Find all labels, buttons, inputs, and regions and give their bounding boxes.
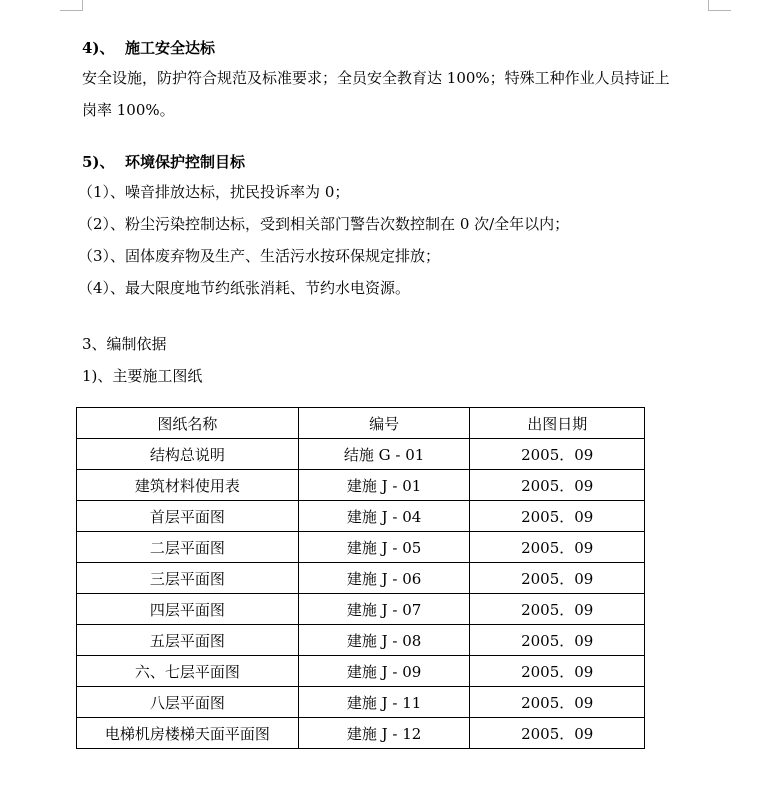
cell-number: 建施 J - 04 [298,501,470,532]
table-row [77,563,645,594]
page-corner-marker-left [60,0,83,11]
cell-number: 建施 J - 11 [298,687,470,718]
table-row [77,718,645,749]
cell-issue-date: 2005．09 [470,563,645,594]
drawings-table [76,407,645,749]
document-page [78,36,712,392]
paragraph-line: 安全设施，防护符合规范及标准要求；全员安全教育达 100%；特殊工种作业人员持证上 [82,69,670,87]
cell-issue-date: 2005．09 [470,501,645,532]
cell-drawing-name: 首层平面图 [77,501,299,532]
cell-issue-date: 2005．09 [470,625,645,656]
table-row [77,439,645,470]
cell-issue-date: 2005．09 [470,594,645,625]
cell-drawing-name: 建筑材料使用表 [77,470,299,501]
cell-drawing-name: 结构总说明 [77,439,299,470]
cell-issue-date: 2005．09 [470,470,645,501]
section-heading-basis: 3、编制依据 [82,335,167,353]
table-row [77,594,645,625]
list-item: （4）、最大限度地节约纸张消耗、节约水电资源。 [78,279,411,297]
list-item: （1）、噪音排放达标，扰民投诉率为 0； [78,183,350,201]
column-header-number: 编号 [298,408,470,439]
cell-number: 建施 J - 12 [298,718,470,749]
cell-number: 建施 J - 08 [298,625,470,656]
cell-issue-date: 2005．09 [470,656,645,687]
table-row [77,532,645,563]
table-header-row [77,408,645,439]
cell-number: 建施 J - 09 [298,656,470,687]
table-row [77,656,645,687]
paragraph-line: 岗率 100%。 [82,101,175,119]
page-corner-marker-right [708,0,731,11]
cell-drawing-name: 四层平面图 [77,594,299,625]
cell-number: 建施 J - 06 [298,563,470,594]
cell-drawing-name: 五层平面图 [77,625,299,656]
column-header-issue-date: 出图日期 [470,408,645,439]
cell-drawing-name: 电梯机房楼梯天面平面图 [77,718,299,749]
table-row [77,501,645,532]
cell-drawing-name: 三层平面图 [77,563,299,594]
list-item: （3）、固体废弃物及生产、生活污水按环保规定排放； [78,247,441,265]
cell-issue-date: 2005．09 [470,439,645,470]
cell-issue-date: 2005．09 [470,687,645,718]
section-heading-environment: 5)、 环境保护控制目标 [82,153,245,171]
table-row [77,470,645,501]
cell-number: 建施 J - 05 [298,532,470,563]
cell-number: 建施 J - 07 [298,594,470,625]
list-item: （2）、粉尘污染控制达标，受到相关部门警告次数控制在 0 次/全年以内； [78,215,570,233]
cell-drawing-name: 八层平面图 [77,687,299,718]
cell-number: 结施 G - 01 [298,439,470,470]
table-row [77,687,645,718]
cell-issue-date: 2005．09 [470,532,645,563]
cell-drawing-name: 二层平面图 [77,532,299,563]
subsection-heading-drawings: 1)、主要施工图纸 [82,367,203,385]
cell-drawing-name: 六、七层平面图 [77,656,299,687]
table-row [77,625,645,656]
section-heading-safety: 4)、 施工安全达标 [82,39,215,57]
cell-number: 建施 J - 01 [298,470,470,501]
column-header-drawing-name: 图纸名称 [77,408,299,439]
cell-issue-date: 2005．09 [470,718,645,749]
